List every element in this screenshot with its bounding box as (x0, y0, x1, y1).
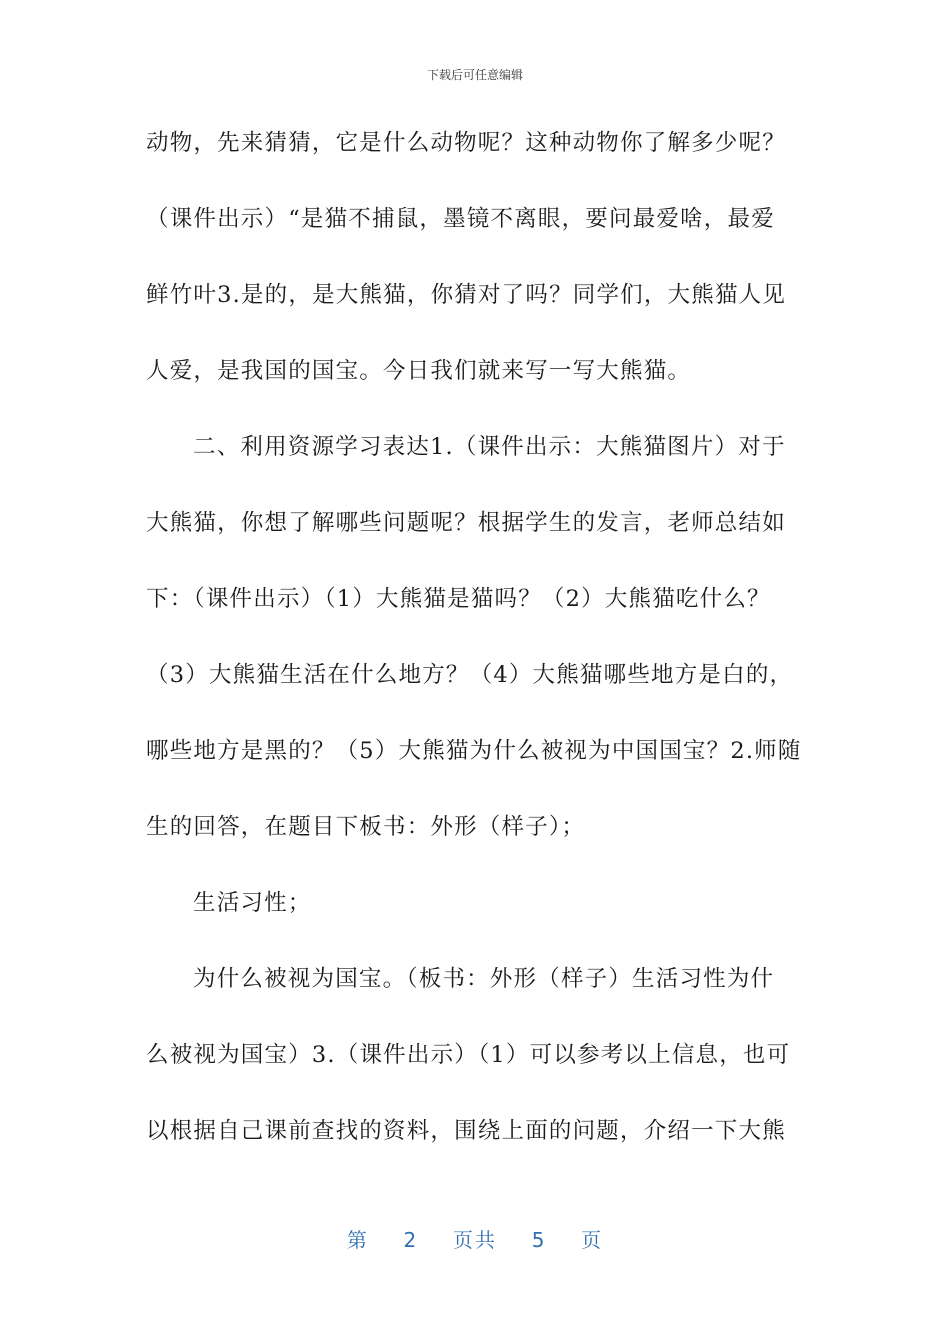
total-page-number: 5 (531, 1228, 547, 1252)
text-line: 人爱，是我国的国宝。今日我们就来写一写大熊猫。 (146, 358, 692, 384)
paragraph-start: 二、利用资源学习表达1.（课件出示：大熊猫图片）对于 (193, 434, 786, 460)
page-label-prefix: 第 (346, 1228, 369, 1252)
current-page-number: 2 (403, 1228, 419, 1252)
text-line: 生的回答，在题目下板书：外形（样子）； (146, 814, 586, 840)
text-line: （3）大熊猫生活在什么地方？（4）大熊猫哪些地方是白的， (146, 662, 794, 688)
text-line: 哪些地方是黑的？（5）大熊猫为什么被视为中国国宝？2.师随 (146, 738, 802, 764)
text-line: （课件出示）“是猫不捕鼠，墨镜不离眼，要问最爱啥，最爱 (146, 206, 775, 232)
text-line: 么被视为国宝）3.（课件出示）（1）可以参考以上信息，也可 (146, 1042, 791, 1068)
page-header: 下载后可任意编辑 (426, 68, 523, 82)
text-line: 鲜竹叶3.是的，是大熊猫，你猜对了吗？同学们，大熊猫人见 (146, 282, 787, 308)
document-body (146, 118, 806, 1182)
text-line: 以根据自己课前查找的资料，围绕上面的问题，介绍一下大熊 (146, 1118, 786, 1144)
page-label-suffix: 页 (581, 1228, 604, 1252)
text-line: 下：（课件出示）（1）大熊猫是猫吗？（2）大熊猫吃什么？ (146, 586, 771, 612)
text-line: 动物，先来猜猜，它是什么动物呢？这种动物你了解多少呢？ (146, 130, 786, 156)
text-line: 大熊猫，你想了解哪些问题呢？根据学生的发言，老师总结如 (146, 510, 786, 536)
page-label-middle: 页共 (453, 1228, 497, 1252)
paragraph-start: 生活习性； (193, 890, 312, 916)
page-footer (0, 1224, 950, 1253)
paragraph-start: 为什么被视为国宝。（板书：外形（样子）生活习性为什 (193, 966, 775, 992)
